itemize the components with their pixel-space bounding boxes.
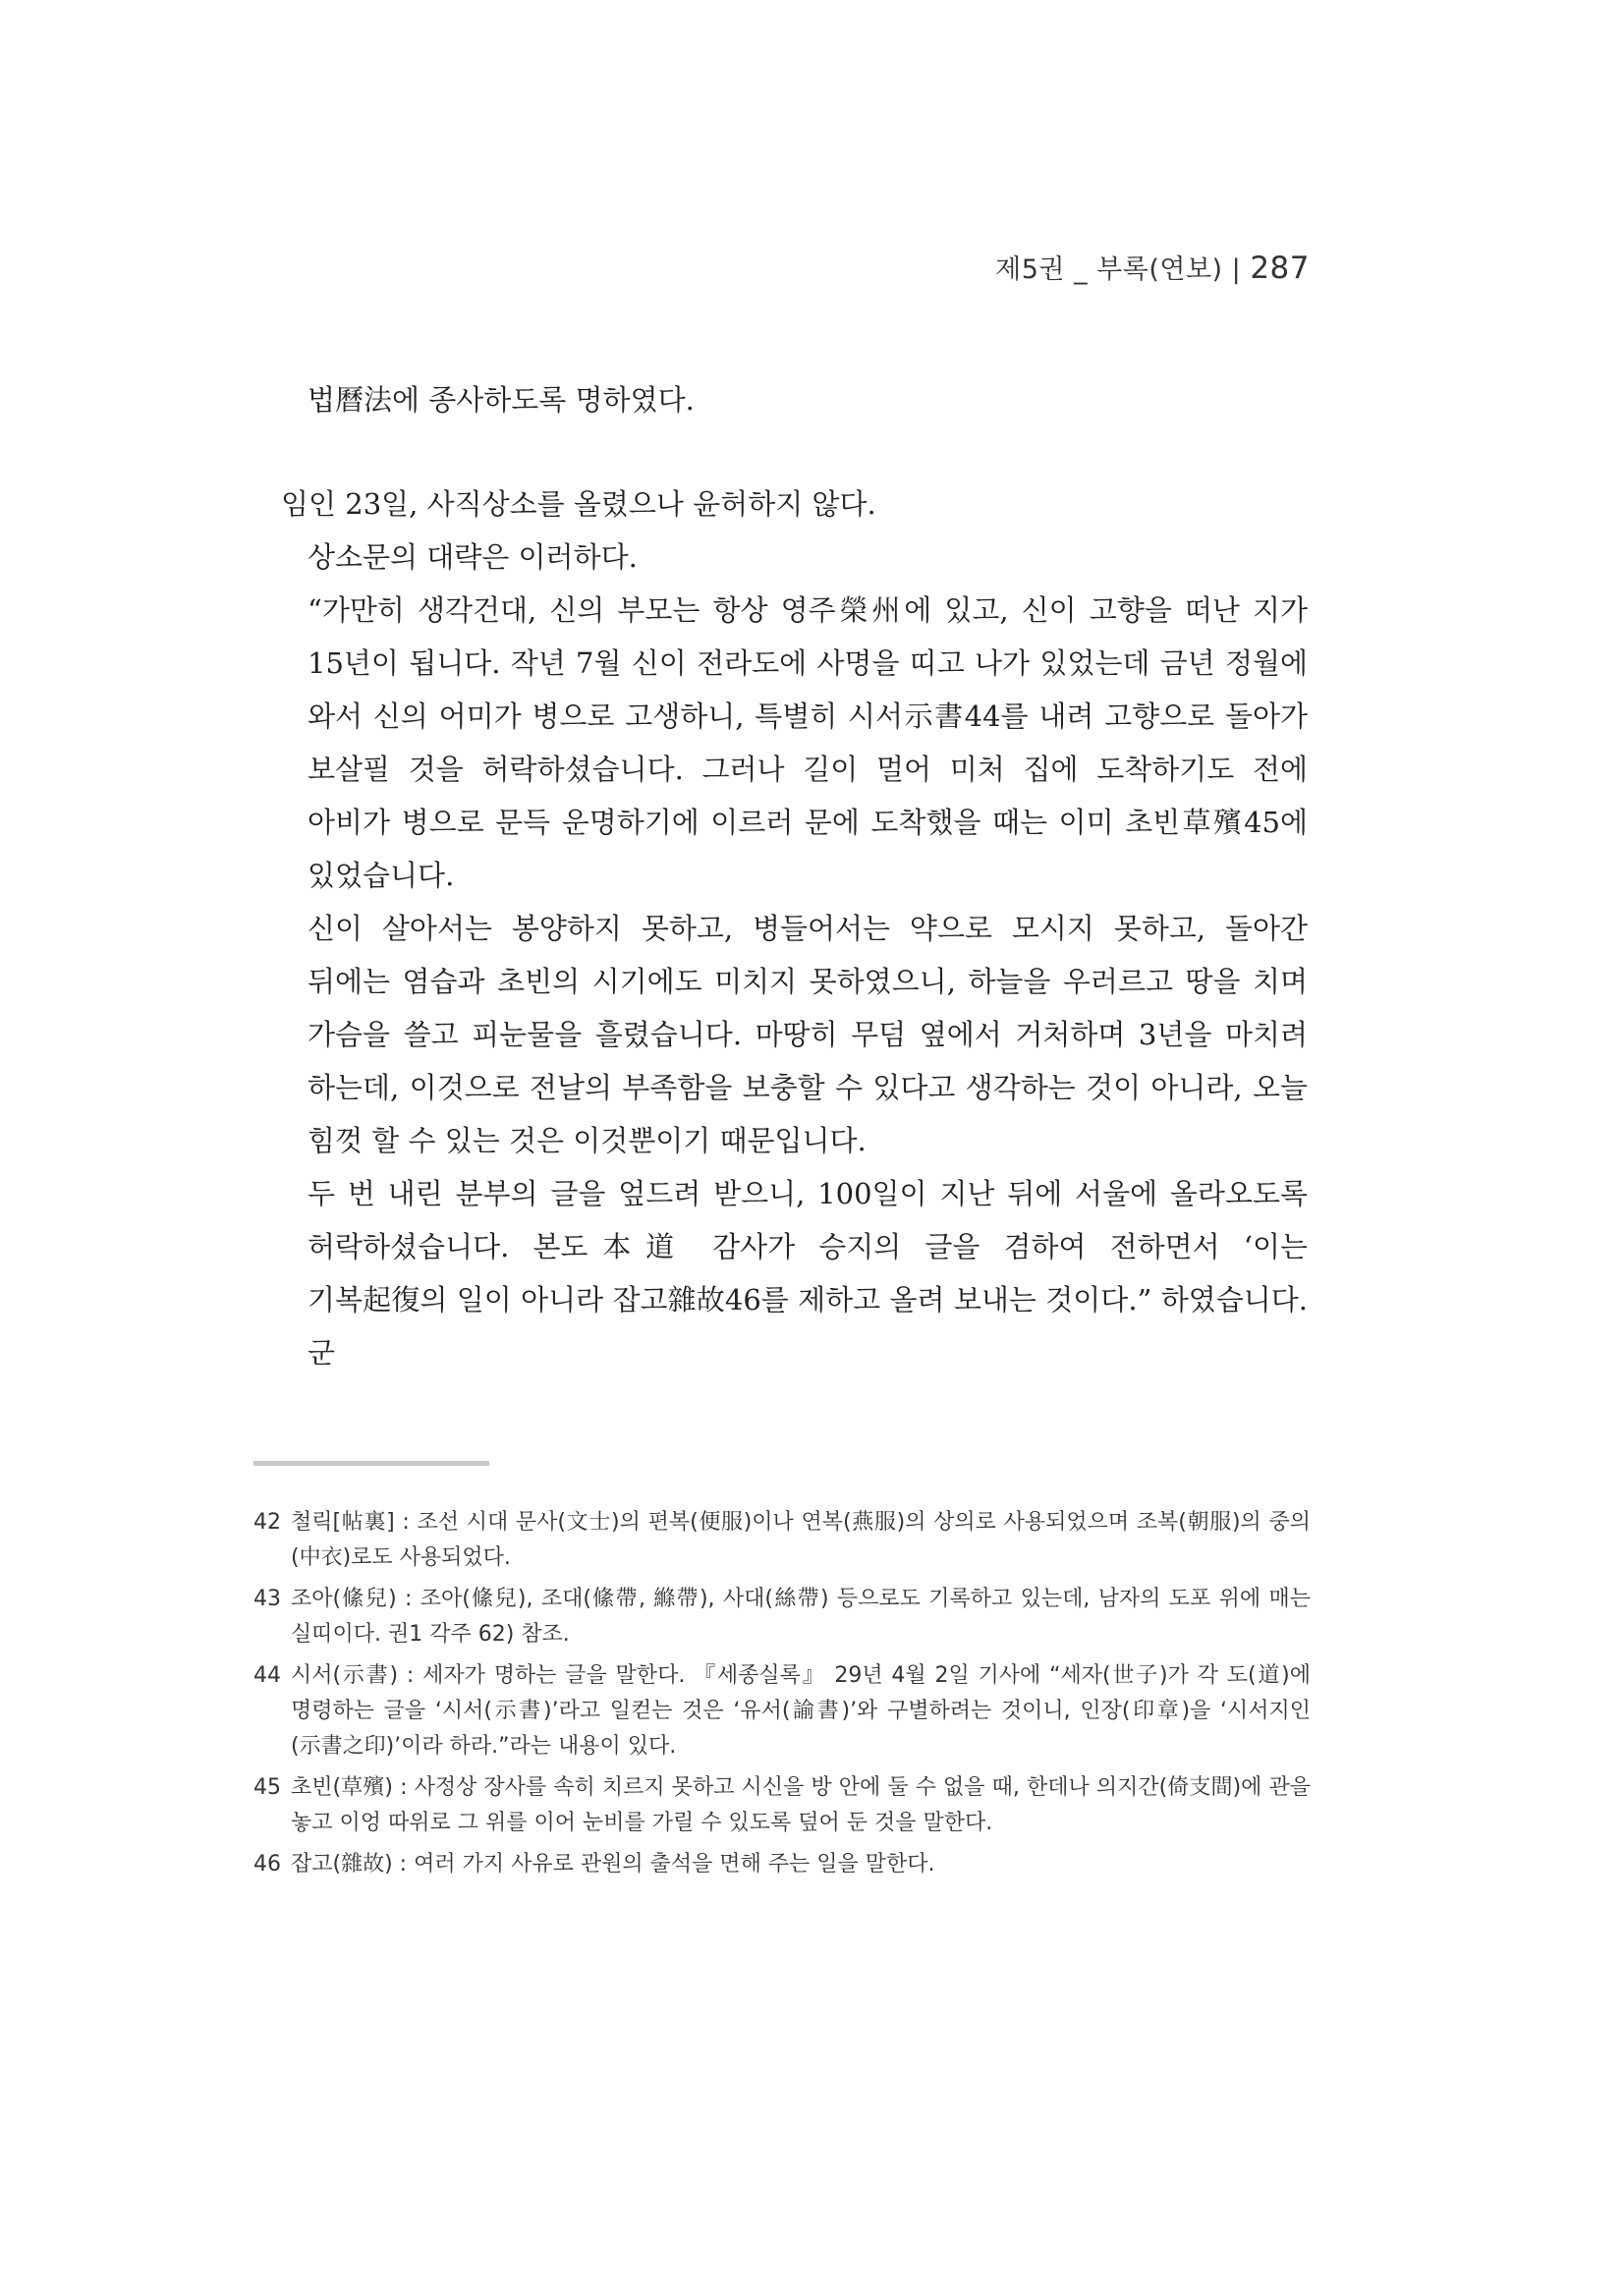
footnote-number: 45 bbox=[253, 1775, 281, 1800]
footnotes bbox=[253, 1505, 1311, 1888]
footnote-46 bbox=[253, 1847, 1311, 1882]
footnote-text: 조아(絛兒) : 조아(絛兒), 조대(絛帶, 縧帶), 사대(絲帶) 등으로도 기록하고 있는데, 남자의 도포 위에 매는 실띠이다. 권1 각주 62) 참조. bbox=[291, 1587, 1311, 1647]
footnote-text: 철릭[帖裏] : 조선 시대 문사(文士)의 편복(便服)이나 연복(燕服)의 상의로 사용되었으며 조복(朝服)의 중의(中衣)로도 사용되었다. bbox=[291, 1510, 1311, 1570]
footnote-42 bbox=[253, 1505, 1311, 1576]
footnote-divider bbox=[253, 1461, 489, 1466]
footnote-text: 초빈(草殯) : 사정상 장사를 속히 치르지 못하고 시신을 방 안에 둘 수 없을 때, 한데나 의지간(倚支間)에 관을 놓고 이엉 따위로 그 위를 이어 눈비를 가릴 수 있도록 덮어 둔 것을 말한다. bbox=[291, 1775, 1311, 1835]
page-number: 287 bbox=[1250, 251, 1310, 286]
footnote-44 bbox=[253, 1658, 1311, 1764]
body-text bbox=[281, 373, 1308, 1379]
footnote-text: 시서(示書) : 세자가 명하는 글을 말한다. 『세종실록』 29년 4월 2일 기사에 “세자(世子)가 각 도(道)에 명령하는 글을 ‘시서(示書)’라고 일컫는 것은 ‘유서(諭書)’와 구별하려는 것이니, 인장(印章)을 ‘시서지인(示書之印)’이라 하라.”라는 내용이 있다. bbox=[291, 1663, 1311, 1759]
footnote-number: 42 bbox=[253, 1510, 281, 1535]
running-header bbox=[995, 248, 1310, 286]
footnote-number: 44 bbox=[253, 1663, 281, 1688]
paragraph-continuation: 법曆法에 종사하도록 명하였다. bbox=[308, 383, 695, 417]
chronicle-entry-heading: 임인 23일, 사직상소를 올렸으나 윤허하지 않다. bbox=[281, 487, 876, 521]
header-section-title: 제5권 _ 부록(연보) bbox=[995, 254, 1223, 285]
paragraph-memorial-1: “가만히 생각건대, 신의 부모는 항상 영주榮州에 있고, 신이 고향을 떠난 지가 15년이 됩니다. 작년 7월 신이 전라도에 사명을 띠고 나가 있었는데 금년 정월에 와서 신의 어미가 병으로 고생하니, 특별히 시서示書44를 내려 고향으로 돌아가 보살필 것을 허락하셨습니다. 그러나 길이 멀어 미처 집에 도착하기도 전에 아비가 병으로 문득 운명하기에 이르러 문에 도착했을 때는 이미 초빈草殯45에 있었습니다. bbox=[308, 593, 1308, 892]
header-separator: | bbox=[1222, 254, 1251, 285]
paragraph-memorial-3: 두 번 내린 분부의 글을 엎드려 받으니, 100일이 지난 뒤에 서울에 올라오도록 허락하셨습니다. 본도本道 감사가 승지의 글을 겸하여 전하면서 ‘이는 기복起復의 일이 아니라 잡고雜故46를 제하고 올려 보내는 것이다.” 하였습니다. 군 bbox=[308, 1177, 1308, 1370]
footnote-43 bbox=[253, 1582, 1311, 1652]
footnote-number: 43 bbox=[253, 1587, 281, 1611]
paragraph-memorial-2: 신이 살아서는 봉양하지 못하고, 병들어서는 약으로 모시지 못하고, 돌아간 뒤에는 염습과 초빈의 시기에도 미치지 못하였으니, 하늘을 우러르고 땅을 치며 가슴을 쓸고 피눈물을 흘렸습니다. 마땅히 무덤 옆에서 거처하며 3년을 마치려 하는데, 이것으로 전날의 부족함을 보충할 수 있다고 생각하는 것이 아니라, 오늘 힘껏 할 수 있는 것은 이것뿐이기 때문입니다. bbox=[308, 912, 1308, 1157]
paragraph-intro: 상소문의 대략은 이러하다. bbox=[308, 540, 638, 574]
footnote-text: 잡고(雜故) : 여러 가지 사유로 관원의 출석을 면해 주는 일을 말한다. bbox=[291, 1852, 935, 1876]
footnote-45 bbox=[253, 1770, 1311, 1841]
footnote-number: 46 bbox=[253, 1852, 281, 1876]
